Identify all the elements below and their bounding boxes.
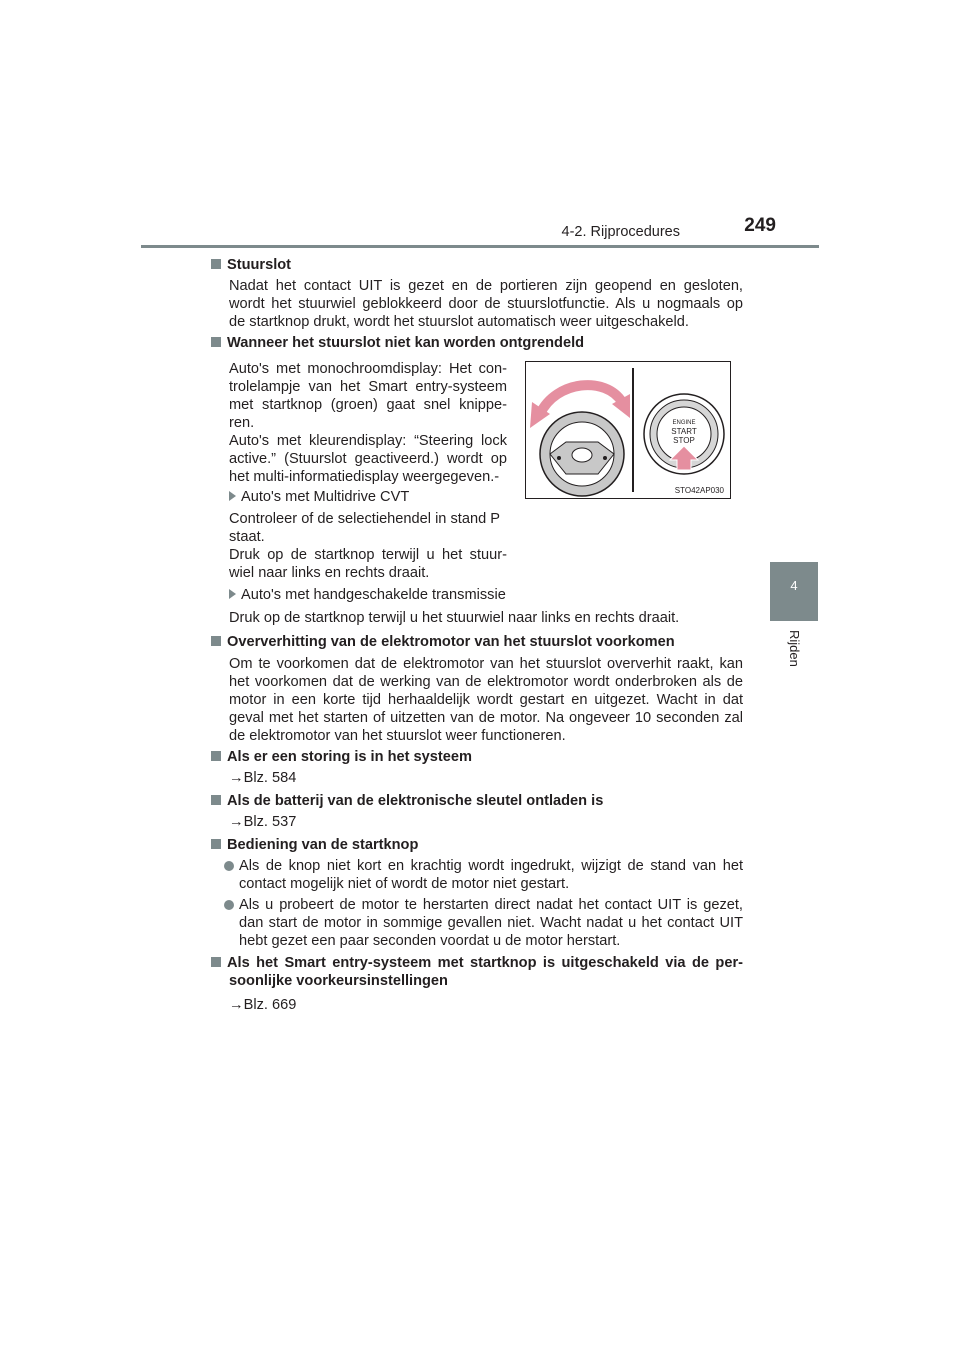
label-cvt: Auto's met Multidrive CVT bbox=[229, 488, 409, 506]
paragraph-ontgrendeld: Auto's met monochroomdisplay: Het con- trolelampje van het Smart entry-systeem met startknop (groen) gaat snel knippe- ren. Auto's met kleurendisplay: “Steering lock active.” (Stuurslot geactiveerd.) wordt op het multi-informatiedisplay weergegeven.- bbox=[229, 361, 507, 485]
round-bullet-icon bbox=[224, 900, 234, 910]
header-divider bbox=[141, 245, 819, 248]
paragraph-stuurslot: Nadat het contact UIT is gezet en de portieren zijn geopend en gesloten, wordt het stuurwiel geblokkeerd door de stuurslotfunctie. Als u nogmaals op de startknop drukt, wordt het stuurslot automatisch weer uitgeschakeld. bbox=[229, 278, 743, 330]
heading-batterij: Als de batterij van de elektronische sleutel ontladen is bbox=[211, 792, 603, 810]
heading-uitgeschakeld: Als het Smart entry-systeem met startknop is uitgeschakeld via de per- soonlijke voorkeursinstellingen bbox=[211, 954, 743, 990]
section-title: 4-2. Rijprocedures bbox=[561, 224, 680, 240]
heading-ontgrendeld: Wanneer het stuurslot niet kan worden ontgrendeld bbox=[211, 334, 584, 352]
square-bullet-icon bbox=[211, 259, 221, 269]
paragraph-cvt: Controleer of de selectiehendel in stand P staat. Druk op de startknop terwijl u het stuur- wiel naar links en rechts draait. bbox=[229, 511, 507, 581]
page-number: 249 bbox=[744, 215, 776, 236]
square-bullet-icon bbox=[211, 795, 221, 805]
rotate-arrow-icon bbox=[540, 385, 622, 414]
heading-storing: Als er een storing is in het systeem bbox=[211, 748, 472, 766]
heading-bediening: Bediening van de startknop bbox=[211, 836, 418, 854]
label-manual: Auto's met handgeschakelde transmissie bbox=[229, 586, 506, 604]
ref-uitgeschakeld[interactable]: →Blz. 669 bbox=[229, 997, 297, 1013]
square-bullet-icon bbox=[211, 957, 221, 967]
round-bullet-icon bbox=[224, 861, 234, 871]
svg-text:STOP: STOP bbox=[673, 436, 695, 445]
bullet-bediening-2: Als u probeert de motor te herstarten direct nadat het contact UIT is gezet, dan start de motor in sommige gevallen niet. Wacht nadat u het contact UIT hebt gezet een paar seconden voordat u de motor herstart. bbox=[239, 896, 743, 950]
chapter-label: Rijden bbox=[787, 630, 802, 667]
triangle-bullet-icon bbox=[229, 491, 236, 501]
svg-text:ENGINE: ENGINE bbox=[672, 420, 696, 426]
bullet-bediening-1: Als de knop niet kort en krachtig wordt ingedrukt, wijzigt de stand van het contact mogelijk niet of wordt de motor niet gestart. bbox=[239, 857, 743, 893]
ref-storing[interactable]: →Blz. 584 bbox=[229, 770, 297, 786]
square-bullet-icon bbox=[211, 751, 221, 761]
square-bullet-icon bbox=[211, 636, 221, 646]
heading-stuurslot: Stuurslot bbox=[211, 256, 291, 274]
paragraph-oververhitting: Om te voorkomen dat de elektromotor van het stuurslot oververhit raakt, kan het voorkomen dat de werking van de elektromotor wordt onderbroken als de motor in een korte tijd herhaaldelijk wordt gestart en uitgezet. Wacht in dat geval met het starten of uitzetten van de motor. Na ongeveer 10 seconden zal de elektromotor van het stuurslot weer functioneren. bbox=[229, 656, 743, 744]
heading-oververhitting: Oververhitting van de elektromotor van het stuurslot voorkomen bbox=[211, 633, 675, 651]
square-bullet-icon bbox=[211, 337, 221, 347]
triangle-bullet-icon bbox=[229, 589, 236, 599]
figure-code: STO42AP030 bbox=[674, 486, 724, 495]
square-bullet-icon bbox=[211, 839, 221, 849]
steering-lock-illustration bbox=[525, 361, 731, 499]
ref-batterij[interactable]: →Blz. 537 bbox=[229, 814, 297, 830]
steering-wheel-start-button-diagram bbox=[526, 362, 730, 498]
paragraph-manual: Druk op de startknop terwijl u het stuurwiel naar links en rechts draait. bbox=[229, 610, 680, 626]
chapter-number: 4 bbox=[790, 578, 798, 593]
svg-text:START: START bbox=[671, 427, 697, 436]
